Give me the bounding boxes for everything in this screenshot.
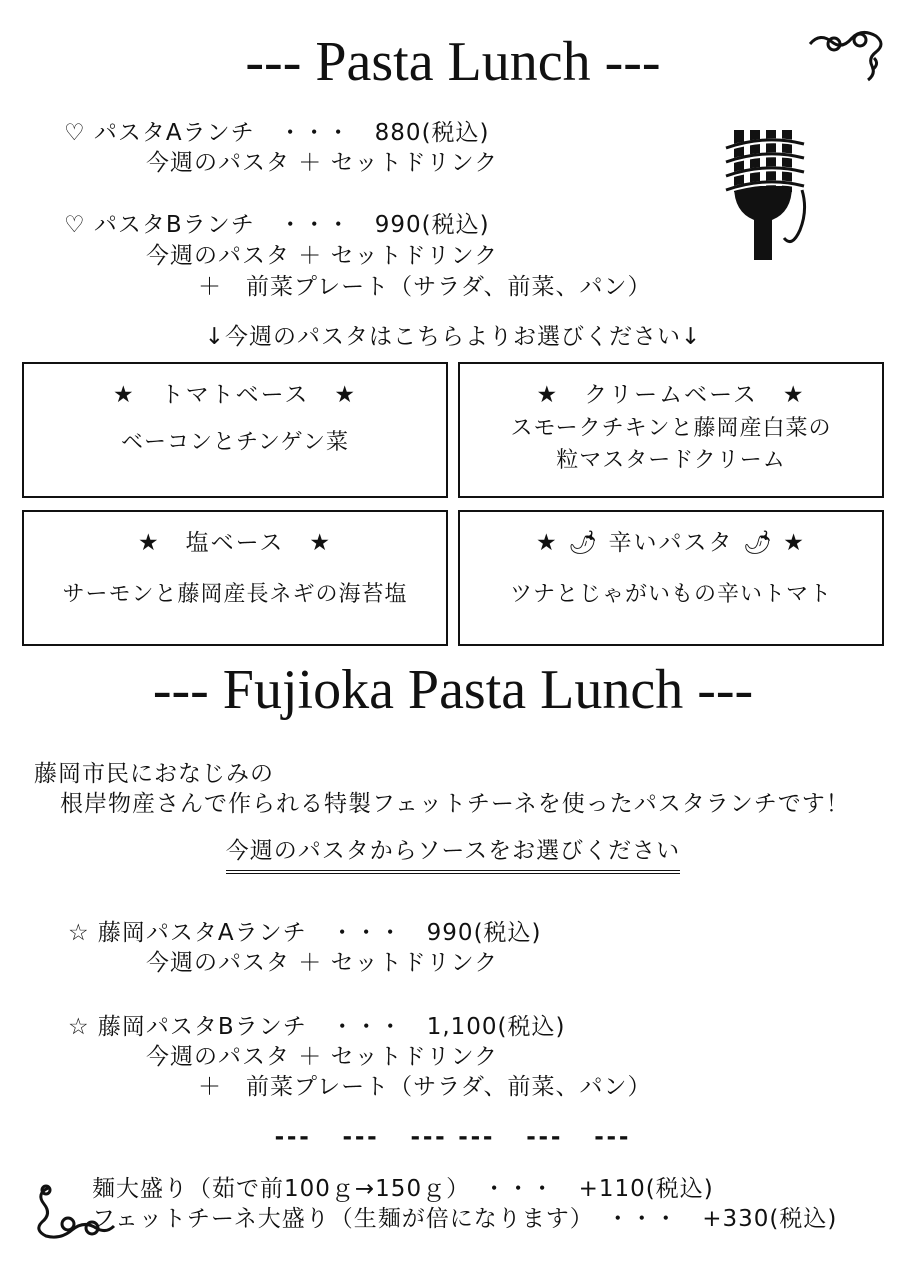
menu-item-a-desc: 今週のパスタ ＋ セットドリンク [146, 150, 499, 176]
pasta-option-body: ベーコンとチンゲン菜 [120, 430, 350, 455]
menu-item-b-desc: 今週のパスタ ＋ セットドリンク [146, 243, 499, 269]
fork-pasta-icon [722, 126, 808, 262]
pasta-option-body: スモークチキンと藤岡産白菜の 粒マスタードクリーム [510, 416, 832, 473]
pasta-option-heading: ★ 塩ベース ★ [137, 530, 333, 556]
pasta-option-heading: ★ トマトベース ★ [112, 382, 358, 408]
pasta-option-box [458, 510, 884, 646]
menu-item-b-desc2: ＋ 前菜プレート（サラダ、前菜、パン） [198, 1074, 652, 1100]
section-title: --- Fujioka Pasta Lunch --- [152, 659, 754, 721]
section-title: --- Pasta Lunch --- [245, 31, 661, 93]
divider: --- --- --- --- --- --- [274, 1120, 632, 1151]
pasta-option-heading: ★ 🌶 辛いパスタ 🌶 ★ [536, 530, 806, 556]
menu-item-a-name: ☆ 藤岡パスタAランチ ・・・ 990(税込) [68, 920, 542, 946]
choose-heading [0, 832, 906, 865]
choose-instruction: ↓今週のパスタはこちらよりお選びください↓ [204, 324, 702, 350]
pasta-option-body: ツナとじゃがいもの辛いトマト [509, 582, 832, 607]
pasta-option-box [22, 510, 448, 646]
menu-item-a-desc: 今週のパスタ ＋ セットドリンク [146, 950, 499, 976]
pasta-option-box [22, 362, 448, 498]
option-line: フェットチーネ大盛り（生麺が倍になります） ・・・ +330(税込) [92, 1206, 838, 1232]
intro-line: 藤岡市民におなじみの [34, 761, 274, 787]
intro-line: 根岸物産さんで作られる特製フェットチーネを使ったパスタランチです！ [60, 791, 850, 817]
menu-item-b-desc: 今週のパスタ ＋ セットドリンク [146, 1044, 499, 1070]
pasta-option-box [458, 362, 884, 498]
menu-item-b-desc2: ＋ 前菜プレート（サラダ、前菜、パン） [198, 274, 652, 300]
choose-heading-text: 今週のパスタからソースをお選びください [226, 838, 680, 874]
pasta-option-heading: ★ クリームベース ★ [536, 382, 806, 408]
option-line: 麺大盛り（茹で前100ｇ→150ｇ） ・・・ +110(税込) [92, 1176, 714, 1202]
menu-item-b-name: ♡ パスタBランチ ・・・ 990(税込) [64, 212, 490, 238]
menu-item-a-name: ♡ パスタAランチ ・・・ 880(税込) [64, 120, 490, 146]
pasta-option-body: サーモンと藤岡産長ネギの海苔塩 [62, 582, 408, 607]
menu-item-b-name: ☆ 藤岡パスタBランチ ・・・ 1,100(税込) [68, 1014, 566, 1040]
